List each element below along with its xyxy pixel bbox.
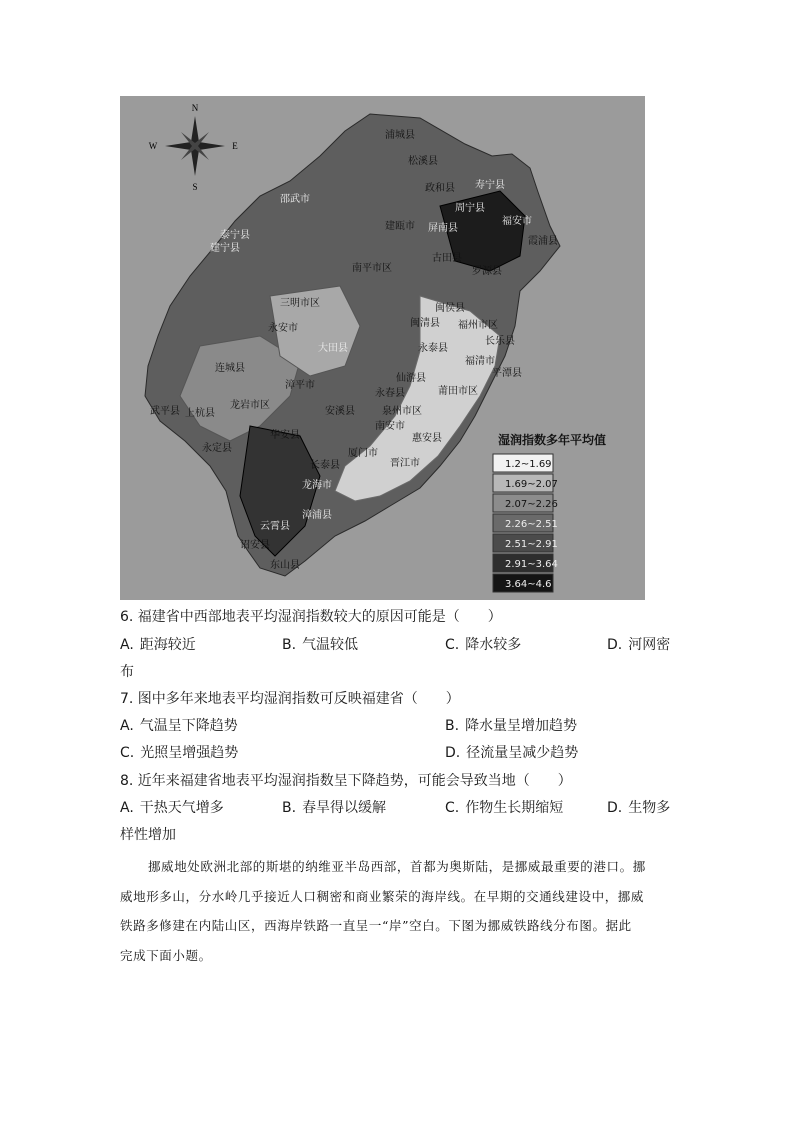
question-7-stem: 7. 图中多年来地表平均湿润指数可反映福建省（ ） xyxy=(120,691,460,707)
question-6-stem: 6. 福建省中西部地表平均湿润指数较大的原因可能是（ ） xyxy=(120,609,502,625)
place-label: 泰宁县 xyxy=(220,230,250,241)
compass-rose xyxy=(149,103,239,192)
option-letter: B. xyxy=(445,718,460,734)
option-letter: A. xyxy=(120,637,134,653)
place-label: 长泰县 xyxy=(310,460,340,471)
legend-label: 2.26~2.51 xyxy=(505,519,558,530)
option-text: 气温呈下降趋势 xyxy=(139,718,238,734)
place-label: 寿宁县 xyxy=(475,180,505,191)
place-label: 漳浦县 xyxy=(302,510,332,521)
place-label: 漳平市 xyxy=(285,380,315,391)
compass-e: E xyxy=(232,141,238,151)
place-label: 厦门市 xyxy=(348,448,378,459)
option-letter: A. xyxy=(120,800,134,816)
q6-option-d[interactable] xyxy=(607,635,670,655)
option-text: 春旱得以缓解 xyxy=(302,800,387,816)
option-letter: C. xyxy=(445,637,460,653)
place-label: 诏安县 xyxy=(240,540,270,551)
place-label: 罗源县 xyxy=(472,266,502,277)
place-label: 龙岩市区 xyxy=(230,400,270,411)
q6-option-b[interactable] xyxy=(282,635,358,655)
option-letter: D. xyxy=(445,745,461,761)
place-label: 永定县 xyxy=(202,443,232,454)
option-text: 生物多 xyxy=(628,800,671,816)
legend-label: 2.07~2.26 xyxy=(505,499,558,510)
place-label: 邵武市 xyxy=(280,194,310,205)
place-label: 霞浦县 xyxy=(528,236,558,247)
place-label: 永安市 xyxy=(268,323,298,334)
option-letter: C. xyxy=(120,745,135,761)
place-label: 大田县 xyxy=(318,343,348,354)
place-label: 永泰县 xyxy=(418,343,448,354)
place-label: 南安市 xyxy=(375,421,405,432)
place-label: 浦城县 xyxy=(385,130,415,141)
q6-option-d-wrap: 布 xyxy=(120,664,134,680)
place-label: 长乐县 xyxy=(485,336,515,347)
place-label: 武平县 xyxy=(150,406,180,417)
map-svg xyxy=(120,96,645,600)
passage-line: 挪威地处欧洲北部的斯堪的纳维亚半岛西部，首都为奥斯陆，是挪威最重要的港口。挪 xyxy=(148,859,646,874)
fujian-humidity-map xyxy=(120,96,645,600)
option-text: 河网密 xyxy=(628,637,671,653)
place-label: 闽侯县 xyxy=(435,303,465,314)
q7-option-b[interactable] xyxy=(445,716,577,736)
q7-option-d[interactable] xyxy=(445,743,578,763)
place-label: 古田县 xyxy=(432,253,462,264)
place-label: 闽清县 xyxy=(410,318,440,329)
legend xyxy=(493,432,606,592)
legend-label: 3.64~4.6 xyxy=(505,579,552,590)
option-text: 干热天气增多 xyxy=(139,800,224,816)
option-text: 径流量呈减少趋势 xyxy=(466,745,579,761)
compass-n: N xyxy=(191,103,199,113)
option-letter: D. xyxy=(607,637,623,653)
option-letter: B. xyxy=(282,800,297,816)
q7-option-a[interactable] xyxy=(120,716,238,736)
q7-option-c[interactable] xyxy=(120,743,238,763)
place-label: 屏南县 xyxy=(428,223,458,234)
place-label: 福清市 xyxy=(465,356,495,367)
option-text: 光照呈增强趋势 xyxy=(140,745,239,761)
place-label: 南平市区 xyxy=(352,263,392,274)
legend-label: 2.51~2.91 xyxy=(505,539,558,550)
option-letter: B. xyxy=(282,637,297,653)
passage-line: 完成下面小题。 xyxy=(120,947,212,963)
option-text: 降水较多 xyxy=(465,637,522,653)
place-label: 福州市区 xyxy=(458,320,498,331)
q8-option-a[interactable] xyxy=(120,798,224,818)
option-text: 气温较低 xyxy=(302,637,359,653)
place-label: 惠安县 xyxy=(412,433,442,444)
place-label: 福安市 xyxy=(502,216,532,227)
legend-label: 2.91~3.64 xyxy=(505,559,558,570)
option-letter: A. xyxy=(120,718,134,734)
option-text: 降水量呈增加趋势 xyxy=(465,718,578,734)
place-label: 上杭县 xyxy=(185,408,215,419)
passage-line: 威地形多山，分水岭几乎接近人口稠密和商业繁荣的海岸线。在早期的交通线建设中，挪威 xyxy=(120,888,645,904)
place-label: 松溪县 xyxy=(408,156,438,167)
q6-option-c[interactable] xyxy=(445,635,521,655)
q6-option-a[interactable] xyxy=(120,635,196,655)
place-label: 三明市区 xyxy=(280,298,320,309)
q8-option-d[interactable] xyxy=(607,798,670,818)
passage-line: 铁路多修建在内陆山区，西海岸铁路一直呈一“岸”空白。下图为挪威铁路线分布图。据此 xyxy=(120,918,632,933)
legend-label: 1.69~2.07 xyxy=(505,479,558,490)
place-label: 连城县 xyxy=(215,363,245,374)
place-label: 龙海市 xyxy=(302,480,332,491)
passage xyxy=(120,852,680,970)
q8-option-c[interactable] xyxy=(445,798,563,818)
place-label: 莆田市区 xyxy=(438,386,478,397)
place-label: 周宁县 xyxy=(455,203,485,214)
place-label: 永春县 xyxy=(375,388,405,399)
place-label: 平潭县 xyxy=(492,368,522,379)
place-label: 建瓯市 xyxy=(385,221,415,232)
question-8-stem: 8. 近年来福建省地表平均湿润指数呈下降趋势，可能会导致当地（ ） xyxy=(120,773,572,789)
place-label: 华安县 xyxy=(270,430,300,441)
place-label: 东山县 xyxy=(270,560,300,571)
option-letter: C. xyxy=(445,800,460,816)
legend-label: 1.2~1.69 xyxy=(505,459,552,470)
option-text: 作物生长期缩短 xyxy=(465,800,564,816)
option-text: 距海较近 xyxy=(139,637,196,653)
option-letter: D. xyxy=(607,800,623,816)
place-label: 泉州市区 xyxy=(382,406,422,417)
place-label: 云霄县 xyxy=(260,521,290,532)
place-label: 政和县 xyxy=(425,183,455,194)
q8-option-d-wrap: 样性增加 xyxy=(120,827,176,843)
q8-option-b[interactable] xyxy=(282,798,386,818)
place-label: 建宁县 xyxy=(210,243,240,254)
place-label: 仙游县 xyxy=(396,373,426,384)
compass-w: W xyxy=(148,141,158,151)
place-label: 晋江市 xyxy=(390,458,420,469)
legend-title: 湿润指数多年平均值 xyxy=(498,433,607,447)
place-label: 安溪县 xyxy=(325,406,355,417)
compass-s: S xyxy=(192,182,198,192)
